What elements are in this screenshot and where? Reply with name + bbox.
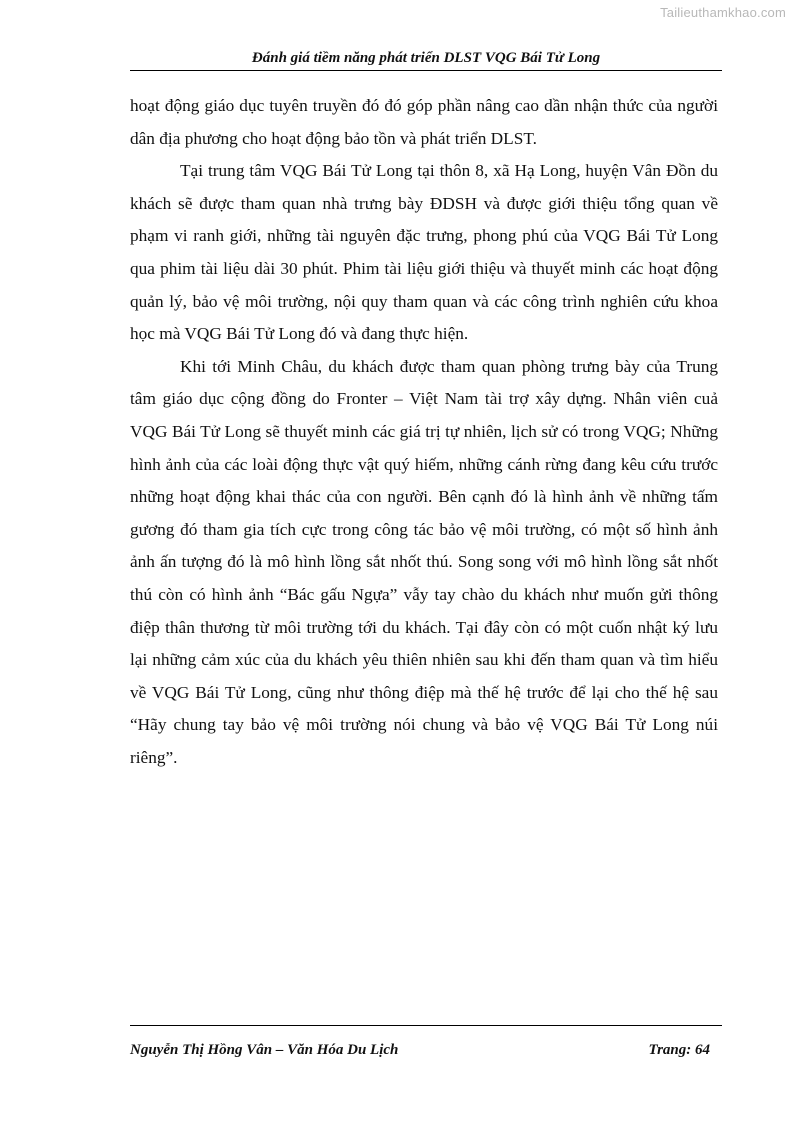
footer-author: Nguyễn Thị Hồng Vân – Văn Hóa Du Lịch [130, 1042, 399, 1058]
page-number: Trang: 64 [648, 1042, 710, 1058]
paragraph-continuation: hoạt động giáo dục tuyên truyền đó đó góp phần nâng cao dần nhận thức của người dân địa phương cho hoạt động bảo tồn và phát triển DLST. [130, 96, 718, 148]
footer-divider [130, 1025, 722, 1026]
page-footer [130, 1040, 710, 1060]
paragraph: Tại trung tâm VQG Bái Tử Long tại thôn 8, xã Hạ Long, huyện Vân Đồn du khách sẽ được tham quan nhà trưng bày ĐDSH và được giới thiệu tổng quan về phạm vi ranh giới, những tài nguyên đặc trưng, phong phú của VQG Bái Tử Long qua phim tài liệu dài 30 phút. Phim tài liệu giới thiệu và thuyết minh các hoạt động quản lý, bảo vệ môi trường, nội quy tham quan và các công trình nghiên cứu khoa học mà VQG Bái Tử Long đó và đang thực hiện. [130, 161, 718, 344]
header-divider [130, 70, 722, 71]
running-header-title: Đánh giá tiềm năng phát triển DLST VQG Bái Tử Long [251, 50, 601, 66]
paragraph: Khi tới Minh Châu, du khách được tham quan phòng trưng bày của Trung tâm giáo dục cộng đồng do Fronter – Việt Nam tài trợ xây dựng. Nhân viên cuả VQG Bái Tử Long sẽ thuyết minh các giá trị tự nhiên, lịch sử có trong VQG; Những hình ảnh của các loài động thực vật quý hiếm, những cánh rừng đang kêu cứu trước những hoạt động khai thác của con người. Bên cạnh đó là hình ảnh về những tấm gương đó tham gia tích cực trong công tác bảo vệ môi trường, có một số hình ảnh ảnh ấn tượng đó là mô hình lồng sắt nhốt thú. Song song với mô hình lồng sắt nhốt thú còn có hình ảnh “Bác gấu Ngựa” vẫy tay chào du khách như muốn gửi thông điệp thân thương từ môi trường tới du khách. Tại đây còn có một cuốn nhật ký lưu lại những cảm xúc của du khách yêu thiên nhiên sau khi đến tham quan và tìm hiểu về VQG Bái Tử Long, cũng như thông điệp mà thế hệ trước để lại cho thế hệ sau “Hãy chung tay bảo vệ môi trường nói chung và bảo vệ VQG Bái Tử Long núi riêng”. [130, 356, 718, 767]
watermark-text: Tailieuthamkhao.com [660, 5, 786, 20]
page-body [130, 90, 718, 774]
